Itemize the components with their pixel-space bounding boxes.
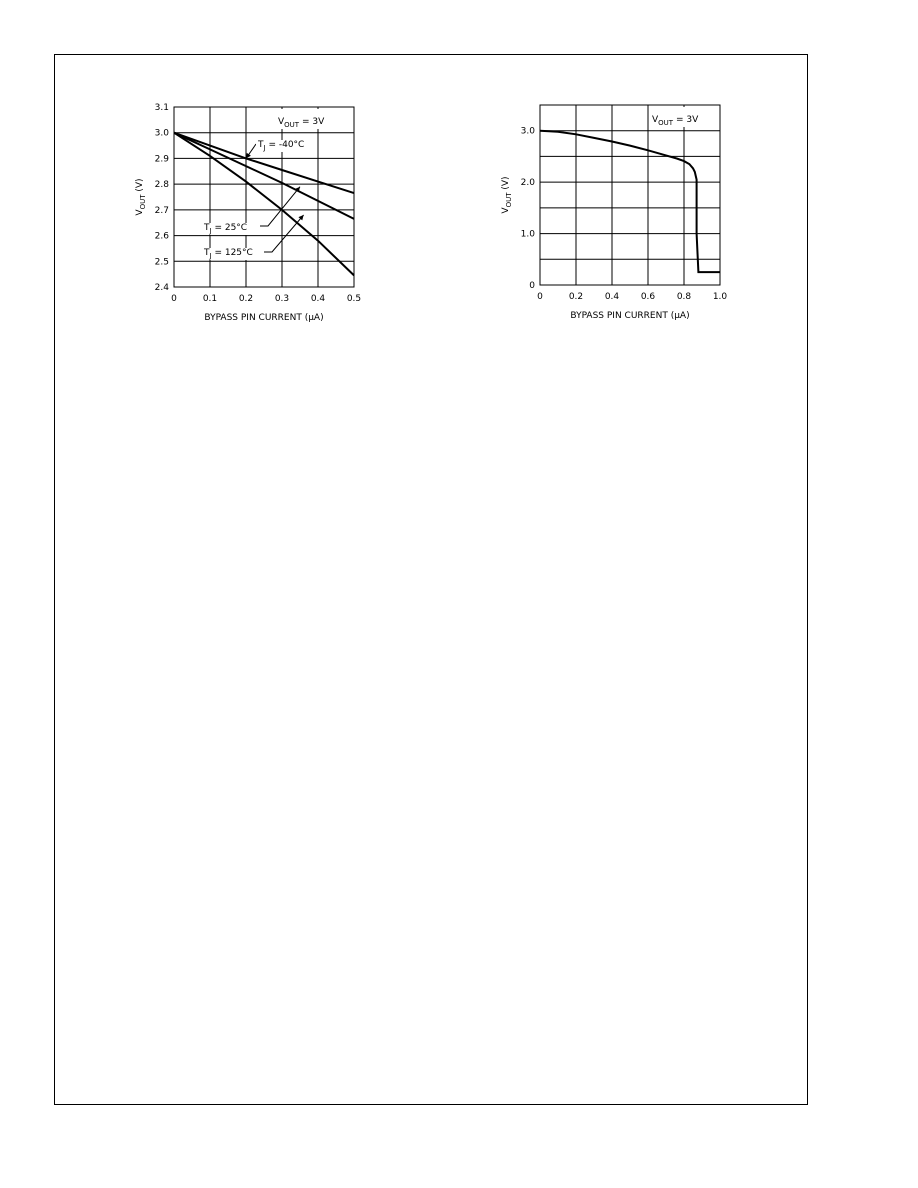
chart2-x-tick-labels bbox=[537, 292, 727, 302]
c1-y-tick-label: 2.9 bbox=[154, 154, 169, 165]
c1-y-tick-label: 3.0 bbox=[154, 128, 169, 139]
chart2-y-label-sub: OUT bbox=[505, 192, 513, 208]
c2-x-tick-label: 0 bbox=[537, 292, 543, 302]
c2-series-line-0 bbox=[540, 131, 720, 272]
chart1-y-tick-labels bbox=[155, 103, 170, 293]
c1-x-tick-label: 0.3 bbox=[274, 294, 290, 304]
c2-x-tick-label: 1.0 bbox=[712, 292, 728, 302]
c1-x-tick-label: 0.4 bbox=[310, 294, 326, 304]
c1-series-label-2: $T_J = 125^\circ C$ bbox=[204, 248, 253, 260]
c2-y-tick-label: 3.0 bbox=[520, 126, 535, 137]
chart2-condition-label bbox=[649, 107, 718, 127]
c1-x-tick-label: 0.1 bbox=[202, 294, 218, 304]
chart1-x-tick-labels bbox=[171, 294, 361, 304]
chart2-y-tick-labels bbox=[521, 127, 536, 291]
chart1-curves bbox=[174, 133, 354, 276]
svg-text:VOUT = 3V: $V_{OUT} = 3V$ bbox=[652, 115, 699, 127]
c1-y-tick-label: 2.5 bbox=[154, 257, 169, 268]
c2-x-tick-label: 0.2 bbox=[568, 292, 584, 302]
c1-y-tick-label: 2.7 bbox=[154, 205, 169, 216]
svg-text:VOUT = 3V: $V_{OUT} = 3V$ bbox=[278, 117, 325, 129]
chart2-y-label-unit: (V) bbox=[501, 176, 511, 190]
c2-x-tick-label: 0.6 bbox=[640, 292, 656, 302]
c2-x-tick-label: 0.4 bbox=[604, 292, 620, 302]
chart-vout-vs-bypass-temperature bbox=[120, 92, 380, 342]
c1-annotation-leader-2 bbox=[264, 215, 304, 252]
c1-series-label-1: $T_J = 25^\circ C$ bbox=[204, 223, 248, 235]
chart1-y-label-unit: (V) bbox=[135, 178, 145, 192]
c1-y-tick-label: 2.6 bbox=[154, 231, 169, 242]
chart1-condition-label bbox=[275, 109, 352, 129]
c1-x-tick-label: 0.5 bbox=[346, 294, 362, 304]
chart-vout-vs-bypass-collapse bbox=[490, 92, 740, 342]
c2-y-tick-label: 2.0 bbox=[520, 178, 535, 189]
chart2-y-axis-label bbox=[501, 176, 513, 213]
c1-x-tick-label: 0 bbox=[171, 294, 177, 304]
c1-series-label-0: $T_J = -40^\circ C$ bbox=[258, 140, 305, 152]
c1-x-tick-label: 0.2 bbox=[238, 294, 254, 304]
chart2-x-axis-label: BYPASS PIN CURRENT (μA) bbox=[570, 311, 690, 321]
chart2-y-label-main: V bbox=[501, 207, 511, 214]
chart1-x-axis-label: BYPASS PIN CURRENT (μA) bbox=[204, 313, 324, 323]
c2-y-tick-label: 1.0 bbox=[520, 229, 535, 240]
c1-series-line-2 bbox=[174, 133, 354, 276]
c2-y-tick-label: 0 bbox=[529, 281, 535, 291]
c2-x-tick-label: 0.8 bbox=[676, 292, 692, 302]
c1-y-tick-label: 3.1 bbox=[154, 103, 169, 113]
c1-annotation-arrowhead-0 bbox=[246, 153, 251, 159]
chart2-curves bbox=[540, 131, 720, 272]
c1-y-tick-label: 2.8 bbox=[154, 180, 169, 191]
c1-y-tick-label: 2.4 bbox=[154, 283, 169, 293]
chart1-y-label-main: V bbox=[135, 209, 145, 216]
chart1-y-label-sub: OUT bbox=[139, 194, 147, 210]
chart1-y-axis-label bbox=[135, 178, 147, 215]
